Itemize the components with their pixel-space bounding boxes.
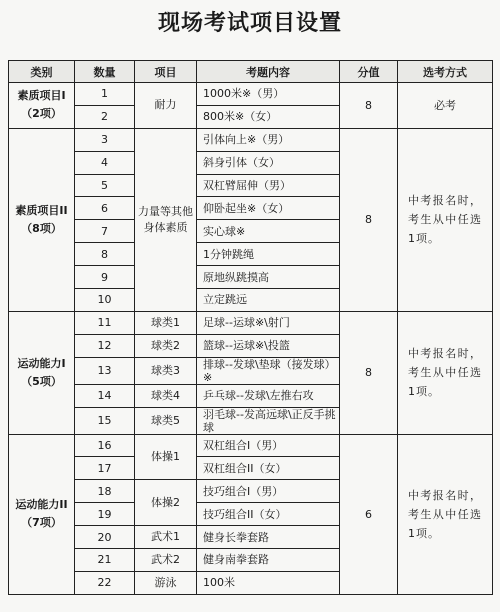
- item-cell: 球类1: [135, 311, 197, 334]
- row-number: 9: [75, 266, 135, 289]
- category-cell: [9, 434, 75, 594]
- item-cell: 球类5: [135, 407, 197, 434]
- row-number: 10: [75, 289, 135, 312]
- table-row: [9, 128, 493, 151]
- table-row: [9, 311, 493, 334]
- topic-cell: 双杠组合II（女）: [197, 457, 340, 480]
- header-score: 分值: [340, 61, 398, 83]
- method-cell: 中考报名时，考生从中任选1项。: [398, 311, 493, 434]
- topic-cell: 实心球※: [197, 220, 340, 243]
- topic-cell: 双杠组合I（男）: [197, 434, 340, 457]
- row-number: 6: [75, 197, 135, 220]
- topic-cell: 100米: [197, 571, 340, 594]
- topic-cell: 斜身引体（女）: [197, 151, 340, 174]
- header-category: 类别: [9, 61, 75, 83]
- item-cell: 耐力: [135, 83, 197, 129]
- item-cell: 球类4: [135, 384, 197, 407]
- table-header-row: [9, 61, 493, 83]
- topic-cell: 乒乓球--发球\左推右攻: [197, 384, 340, 407]
- topic-cell: 仰卧起坐※（女）: [197, 197, 340, 220]
- category-name: 运动能力I: [17, 356, 66, 370]
- row-number: 22: [75, 571, 135, 594]
- category-count: （8项）: [21, 221, 62, 235]
- row-number: 16: [75, 434, 135, 457]
- topic-cell: 羽毛球--发高远球\正反手挑球: [197, 407, 340, 434]
- topic-cell: 健身长拳套路: [197, 526, 340, 549]
- topic-cell: 排球--发球\垫球（接发球）※: [197, 357, 340, 384]
- method-cell: 中考报名时，考生从中任选1项。: [398, 128, 493, 311]
- category-name: 运动能力II: [15, 498, 68, 512]
- row-number: 21: [75, 549, 135, 572]
- topic-cell: 立定跳远: [197, 289, 340, 312]
- item-cell: 武术1: [135, 526, 197, 549]
- header-topic: 考题内容: [197, 61, 340, 83]
- exam-items-table: [8, 60, 493, 595]
- topic-cell: 原地纵跳摸高: [197, 266, 340, 289]
- table-row: [9, 434, 493, 457]
- category-name: 素质项目I: [17, 89, 66, 103]
- category-cell: [9, 128, 75, 311]
- topic-cell: 健身南拳套路: [197, 549, 340, 572]
- row-number: 19: [75, 503, 135, 526]
- category-count: （7项）: [21, 516, 62, 530]
- row-number: 7: [75, 220, 135, 243]
- item-cell: 武术2: [135, 549, 197, 572]
- score-cell: 8: [340, 83, 398, 129]
- method-cell: 中考报名时，考生从中任选1项。: [398, 434, 493, 594]
- row-number: 17: [75, 457, 135, 480]
- item-cell: 球类3: [135, 357, 197, 384]
- score-cell: 8: [340, 311, 398, 434]
- page-title: 现场考试项目设置: [157, 11, 342, 36]
- score-cell: 8: [340, 128, 398, 311]
- item-cell: 力量等其他身体素质: [135, 128, 197, 311]
- category-cell: [9, 311, 75, 434]
- topic-cell: 1分钟跳绳: [197, 243, 340, 266]
- row-number: 18: [75, 480, 135, 503]
- topic-cell: 800米※（女）: [197, 105, 340, 128]
- topic-cell: 足球--运球※\射门: [197, 311, 340, 334]
- row-number: 8: [75, 243, 135, 266]
- score-cell: 6: [340, 434, 398, 594]
- table-row: [9, 83, 493, 106]
- header-count: 数量: [75, 61, 135, 83]
- topic-cell: 技巧组合I（男）: [197, 480, 340, 503]
- item-cell: 游泳: [135, 571, 197, 594]
- category-name: 素质项目II: [15, 203, 68, 217]
- header-item: 项目: [135, 61, 197, 83]
- table-body: [9, 83, 493, 595]
- row-number: 15: [75, 407, 135, 434]
- row-number: 4: [75, 151, 135, 174]
- category-count: （2项）: [21, 107, 62, 121]
- row-number: 12: [75, 334, 135, 357]
- item-cell: 体操1: [135, 434, 197, 480]
- row-number: 20: [75, 526, 135, 549]
- item-cell: 体操2: [135, 480, 197, 526]
- row-number: 13: [75, 357, 135, 384]
- topic-cell: 引体向上※（男）: [197, 128, 340, 151]
- topic-cell: 双杠臂屈伸（男）: [197, 174, 340, 197]
- topic-cell: 技巧组合II（女）: [197, 503, 340, 526]
- row-number: 5: [75, 174, 135, 197]
- topic-cell: 1000米※（男）: [197, 83, 340, 106]
- category-count: （5项）: [21, 374, 62, 388]
- row-number: 11: [75, 311, 135, 334]
- item-cell: 球类2: [135, 334, 197, 357]
- row-number: 3: [75, 128, 135, 151]
- method-cell: 必考: [398, 83, 493, 129]
- topic-cell: 篮球--运球※\投篮: [197, 334, 340, 357]
- header-method: 选考方式: [398, 61, 493, 83]
- row-number: 1: [75, 83, 135, 106]
- row-number: 2: [75, 105, 135, 128]
- row-number: 14: [75, 384, 135, 407]
- category-cell: [9, 83, 75, 129]
